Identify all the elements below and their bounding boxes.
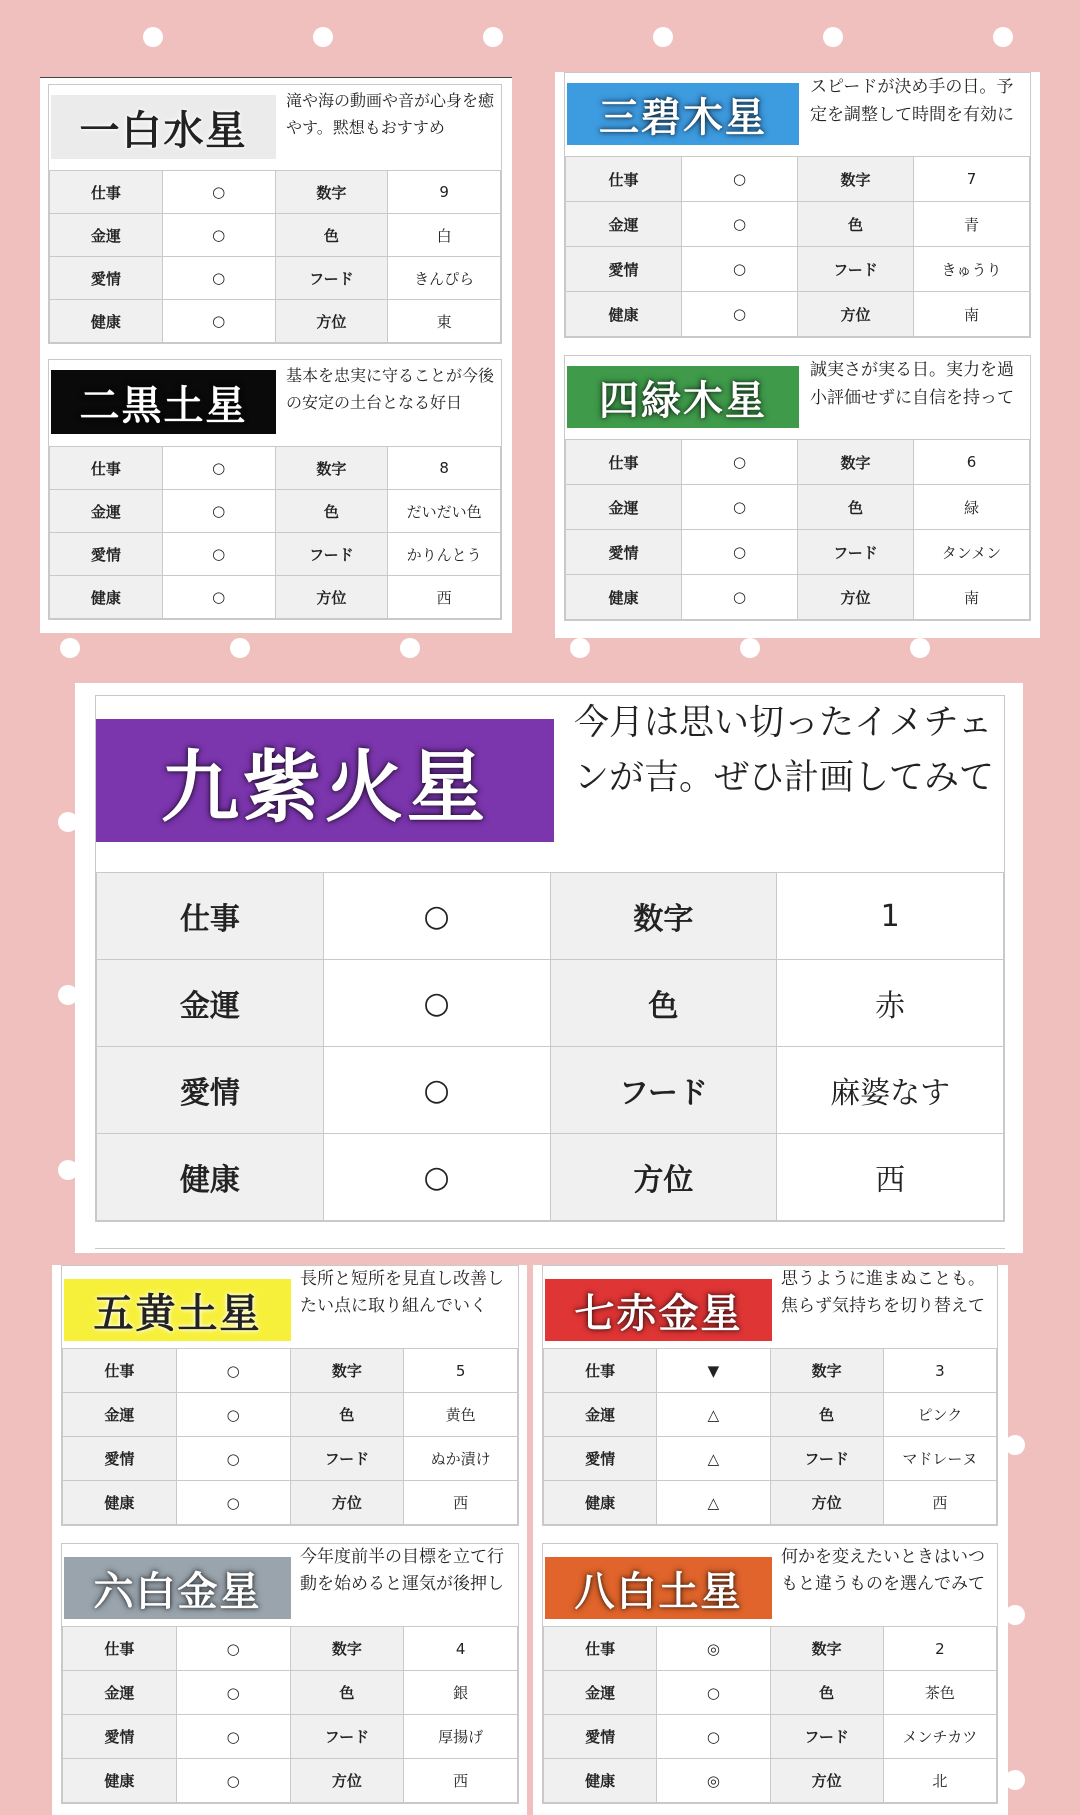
value-cell: ○ (176, 1481, 290, 1525)
value-cell: ○ (682, 440, 798, 485)
label-cell: 方位 (275, 576, 388, 619)
value-cell: 緑 (914, 485, 1030, 530)
card-featured (75, 683, 1023, 1253)
label-cell: 仕事 (544, 1627, 657, 1671)
star-description: 今月は思い切ったイメチェンが吉。ぜひ計画してみて (574, 703, 995, 798)
fortune-table (62, 1626, 518, 1803)
label-cell: 愛情 (63, 1715, 177, 1759)
fortune-table (543, 1626, 997, 1803)
star-panel-goou-dosei (61, 1265, 519, 1526)
value-cell: ○ (176, 1349, 290, 1393)
value-cell: 厚揚げ (404, 1715, 518, 1759)
label-cell: フード (798, 247, 914, 292)
card-bottom-left (52, 1265, 527, 1815)
star-name: 一白水星 (51, 95, 276, 159)
label-cell: 方位 (798, 292, 914, 337)
star-description: 長所と短所を見直し改善したい点に取り組んでいく (300, 1269, 504, 1316)
label-cell: 方位 (550, 1134, 777, 1221)
value-cell: 西 (883, 1481, 996, 1525)
label-cell: 数字 (290, 1627, 404, 1671)
label-cell: 健康 (566, 292, 682, 337)
value-cell: きんぴら (388, 257, 501, 300)
label-cell: フード (275, 533, 388, 576)
label-cell: 愛情 (50, 533, 163, 576)
fortune-table (565, 439, 1030, 620)
value-cell: △ (657, 1481, 770, 1525)
fortune-table (49, 170, 501, 343)
fortune-table (96, 872, 1004, 1221)
label-cell: 数字 (275, 447, 388, 490)
value-cell: ○ (176, 1627, 290, 1671)
label-cell: 仕事 (63, 1349, 177, 1393)
fortune-table (543, 1348, 997, 1525)
value-cell: 西 (404, 1481, 518, 1525)
fortune-table (49, 446, 501, 619)
value-cell: 南 (914, 575, 1030, 620)
value-cell: ○ (176, 1437, 290, 1481)
value-cell: 北 (883, 1759, 996, 1803)
label-cell: 金運 (50, 490, 163, 533)
value-cell: ピンク (883, 1393, 996, 1437)
label-cell: 愛情 (566, 530, 682, 575)
value-cell: ○ (323, 960, 550, 1047)
value-cell: 3 (883, 1349, 996, 1393)
star-description: 何かを変えたいときはいつもと違うものを選んでみて (781, 1547, 985, 1594)
fortune-table (565, 156, 1030, 337)
label-cell: 数字 (770, 1349, 883, 1393)
star-name: 六白金星 (64, 1557, 291, 1619)
star-description: 滝や海の動画や音が心身を癒やす。黙想もおすすめ (286, 91, 495, 137)
value-cell: 東 (388, 300, 501, 343)
label-cell: 仕事 (544, 1349, 657, 1393)
value-cell: 8 (388, 447, 501, 490)
value-cell: △ (657, 1437, 770, 1481)
value-cell: ○ (682, 530, 798, 575)
star-panel-shiroku-mokusei (564, 355, 1031, 621)
label-cell: 方位 (770, 1759, 883, 1803)
value-cell: 西 (777, 1134, 1004, 1221)
value-cell: ○ (162, 533, 275, 576)
label-cell: フード (798, 530, 914, 575)
label-cell: フード (550, 1047, 777, 1134)
label-cell: 愛情 (63, 1437, 177, 1481)
card-top-right (555, 72, 1040, 638)
value-cell: 青 (914, 202, 1030, 247)
value-cell: 7 (914, 157, 1030, 202)
value-cell: △ (657, 1393, 770, 1437)
value-cell: ○ (682, 292, 798, 337)
value-cell: ▼ (657, 1349, 770, 1393)
label-cell: 愛情 (566, 247, 682, 292)
value-cell: 麻婆なす (777, 1047, 1004, 1134)
card-bottom-right (533, 1265, 1008, 1815)
star-panel-ippaku-suisei (48, 84, 502, 344)
star-panel-kyushi-kasei (95, 695, 1005, 1222)
label-cell: 金運 (97, 960, 324, 1047)
label-cell: 健康 (544, 1481, 657, 1525)
label-cell: 金運 (566, 202, 682, 247)
star-name: 三碧木星 (567, 83, 799, 145)
value-cell: ◎ (657, 1759, 770, 1803)
label-cell: 色 (770, 1671, 883, 1715)
label-cell: 金運 (566, 485, 682, 530)
label-cell: 仕事 (566, 440, 682, 485)
value-cell: ○ (176, 1715, 290, 1759)
label-cell: フード (770, 1715, 883, 1759)
label-cell: 愛情 (97, 1047, 324, 1134)
value-cell: かりんとう (388, 533, 501, 576)
star-description: 今年度前半の目標を立て行動を始めると運気が後押し (300, 1547, 504, 1594)
label-cell: 色 (770, 1393, 883, 1437)
value-cell: ○ (323, 873, 550, 960)
value-cell: マドレーヌ (883, 1437, 996, 1481)
label-cell: フード (275, 257, 388, 300)
label-cell: フード (290, 1437, 404, 1481)
star-description: 思うように進まぬことも。焦らず気持ちを切り替えて (781, 1269, 985, 1316)
fortune-table (62, 1348, 518, 1525)
value-cell: ○ (162, 257, 275, 300)
value-cell: ○ (162, 171, 275, 214)
star-name: 九紫火星 (96, 719, 554, 842)
label-cell: 色 (550, 960, 777, 1047)
value-cell: 西 (404, 1759, 518, 1803)
star-name: 八白土星 (545, 1557, 772, 1619)
value-cell: 2 (883, 1627, 996, 1671)
value-cell: 黄色 (404, 1393, 518, 1437)
label-cell: 仕事 (50, 171, 163, 214)
label-cell: 色 (290, 1671, 404, 1715)
value-cell: ○ (323, 1047, 550, 1134)
label-cell: 仕事 (50, 447, 163, 490)
label-cell: フード (290, 1715, 404, 1759)
value-cell: ○ (176, 1759, 290, 1803)
label-cell: 金運 (63, 1393, 177, 1437)
label-cell: 愛情 (544, 1437, 657, 1481)
label-cell: 健康 (63, 1481, 177, 1525)
label-cell: 色 (275, 214, 388, 257)
star-name: 二黒土星 (51, 370, 276, 434)
label-cell: 仕事 (97, 873, 324, 960)
star-description: 誠実さが実る日。実力を過小評価せずに自信を持って (810, 360, 1014, 408)
value-cell: ○ (682, 485, 798, 530)
value-cell: ○ (682, 157, 798, 202)
label-cell: 健康 (50, 300, 163, 343)
label-cell: 仕事 (566, 157, 682, 202)
value-cell: だいだい色 (388, 490, 501, 533)
label-cell: 健康 (566, 575, 682, 620)
value-cell: タンメン (914, 530, 1030, 575)
value-cell: ○ (657, 1715, 770, 1759)
star-panel-jikoku-dosei (48, 359, 502, 620)
value-cell: 5 (404, 1349, 518, 1393)
value-cell: 赤 (777, 960, 1004, 1047)
label-cell: 方位 (290, 1481, 404, 1525)
value-cell: 6 (914, 440, 1030, 485)
star-panel-sekishi-kinsei (542, 1265, 998, 1526)
value-cell: ○ (162, 576, 275, 619)
star-name: 七赤金星 (545, 1279, 772, 1341)
label-cell: 色 (798, 202, 914, 247)
label-cell: 数字 (770, 1627, 883, 1671)
label-cell: 方位 (798, 575, 914, 620)
value-cell: 1 (777, 873, 1004, 960)
label-cell: 数字 (798, 157, 914, 202)
value-cell: ○ (323, 1134, 550, 1221)
label-cell: 金運 (544, 1671, 657, 1715)
label-cell: 金運 (544, 1393, 657, 1437)
label-cell: 愛情 (50, 257, 163, 300)
value-cell: 4 (404, 1627, 518, 1671)
value-cell: ○ (176, 1393, 290, 1437)
label-cell: 健康 (544, 1759, 657, 1803)
label-cell: 数字 (550, 873, 777, 960)
value-cell: ○ (682, 247, 798, 292)
star-panel-happaku-dosei (542, 1543, 998, 1804)
value-cell: ○ (162, 214, 275, 257)
label-cell: 愛情 (544, 1715, 657, 1759)
label-cell: 金運 (63, 1671, 177, 1715)
value-cell: メンチカツ (883, 1715, 996, 1759)
value-cell: 白 (388, 214, 501, 257)
value-cell: ○ (162, 490, 275, 533)
label-cell: 健康 (63, 1759, 177, 1803)
label-cell: 健康 (97, 1134, 324, 1221)
star-name: 五黄土星 (64, 1279, 291, 1341)
value-cell: 西 (388, 576, 501, 619)
value-cell: きゅうり (914, 247, 1030, 292)
value-cell: 南 (914, 292, 1030, 337)
value-cell: ○ (162, 300, 275, 343)
value-cell: ぬか漬け (404, 1437, 518, 1481)
label-cell: 健康 (50, 576, 163, 619)
value-cell: ○ (657, 1671, 770, 1715)
value-cell: 茶色 (883, 1671, 996, 1715)
value-cell: ○ (162, 447, 275, 490)
star-description: 基本を忠実に守ることが今後の安定の土台となる好日 (286, 366, 495, 412)
label-cell: 金運 (50, 214, 163, 257)
label-cell: 方位 (275, 300, 388, 343)
value-cell: 銀 (404, 1671, 518, 1715)
value-cell: ○ (682, 575, 798, 620)
label-cell: フード (770, 1437, 883, 1481)
star-description: スピードが決め手の日。予定を調整して時間を有効に (810, 77, 1014, 125)
label-cell: 数字 (275, 171, 388, 214)
star-panel-sanpeki-mokusei (564, 72, 1031, 338)
label-cell: 仕事 (63, 1627, 177, 1671)
label-cell: 数字 (798, 440, 914, 485)
value-cell: ◎ (657, 1627, 770, 1671)
label-cell: 色 (275, 490, 388, 533)
star-panel-roppaku-kinsei (61, 1543, 519, 1804)
value-cell: 9 (388, 171, 501, 214)
label-cell: 方位 (290, 1759, 404, 1803)
label-cell: 数字 (290, 1349, 404, 1393)
card-top-left (40, 77, 512, 633)
label-cell: 色 (798, 485, 914, 530)
value-cell: ○ (176, 1671, 290, 1715)
value-cell: ○ (682, 202, 798, 247)
star-name: 四緑木星 (567, 366, 799, 428)
label-cell: 方位 (770, 1481, 883, 1525)
label-cell: 色 (290, 1393, 404, 1437)
